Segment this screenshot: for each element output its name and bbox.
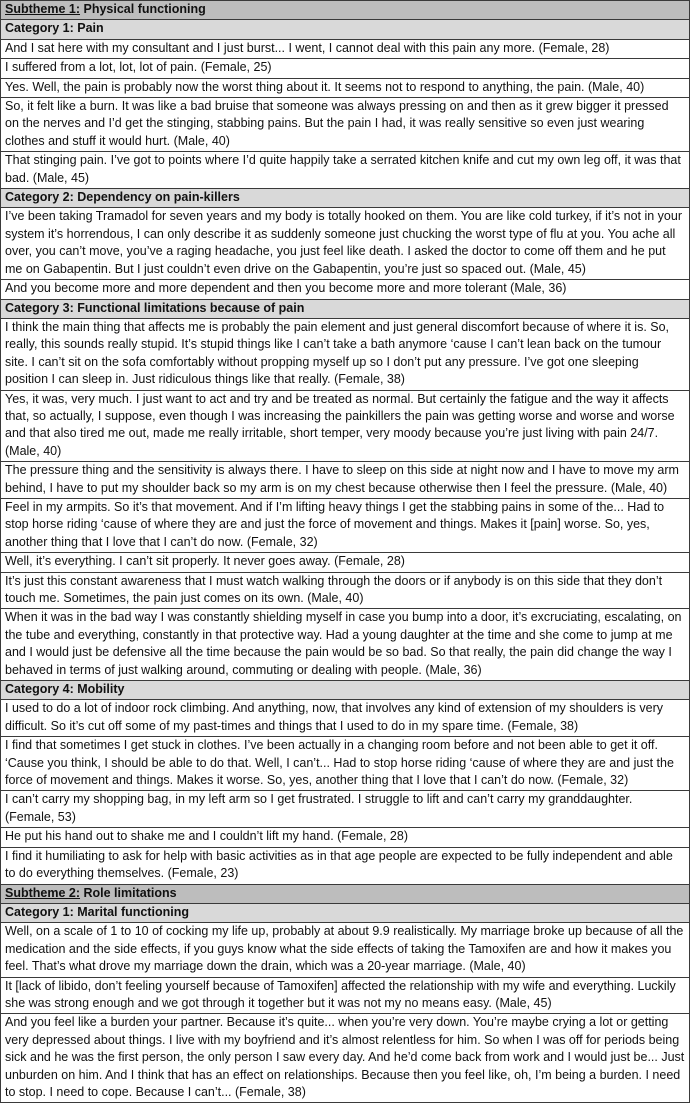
- subtheme-title: Physical functioning: [83, 2, 206, 16]
- quote-row: [1, 1014, 690, 1103]
- quote-row: [1, 700, 690, 737]
- quote-row-cell: [1, 318, 690, 390]
- quote-row: [1, 98, 690, 152]
- quote-text: I’ve been taking Tramadol for seven years and my body is totally hooked on them. You are like cold turkey, if it’s not in your system it’s horrendous, I can only describe it as suddenly someone just chucking the worst type of flu at you. You ache all over, you can’t move, you’ve a raging headache, you just feel like death. I asked the doctor to come off them and he put me on Gabapentin. But I just couldn’t even drive on the Gabapentin, you’re just so spaced out. (Male, 45): [5, 209, 682, 276]
- quote-text: He put his hand out to shake me and I couldn’t lift my hand. (Female, 28): [5, 829, 408, 844]
- quote-row: [1, 390, 690, 462]
- category-title: Category 3: Functional limitations because of pain: [5, 300, 305, 315]
- quote-row-cell: [1, 1014, 690, 1103]
- table-body: [1, 1, 690, 1103]
- quote-row: [1, 923, 690, 977]
- quote-row-cell: [1, 462, 690, 499]
- quote-text: Yes. Well, the pain is probably now the worst thing about it. It seems not to respond to anything, the pain. (Male, 40): [5, 79, 645, 94]
- quote-text: And you feel like a burden your partner. Because it’s quite... when you’re very down. You’re maybe crying a lot or getting very depressed about things. I live with my boyfriend and it’s almost relentless for him. So when I was off for periods being sick and he was the first person, the only person I saw every day. And he’d come back from work and I would just be... Just unburden on him. And I think that has an effect on relationships. Because then you feel like, oh, I’m being a burden. I need to stop. I need to cope. Because I can’t... (Female, 38): [5, 1015, 685, 1099]
- quote-row: [1, 152, 690, 189]
- quote-row-cell: [1, 553, 690, 572]
- category-row-cell: [1, 903, 690, 922]
- quote-row: [1, 737, 690, 791]
- quote-row: [1, 572, 690, 609]
- subtheme-row-cell: [1, 1, 690, 20]
- quote-row-cell: [1, 152, 690, 189]
- category-title: Category 1: Pain: [5, 21, 104, 36]
- quote-row-cell: [1, 59, 690, 78]
- quote-row-cell: [1, 847, 690, 884]
- quote-text: I suffered from a lot, lot, lot of pain. (Female, 25): [5, 60, 272, 75]
- category-title: Category 1: Marital functioning: [5, 904, 190, 919]
- subtheme-row-cell: [1, 884, 690, 903]
- quote-row: [1, 318, 690, 390]
- quote-row: [1, 59, 690, 78]
- quote-text: I can’t carry my shopping bag, in my left arm so I get frustrated. I struggle to lift and can’t carry my granddaughter. (Female, 53): [5, 792, 633, 824]
- quote-row-cell: [1, 609, 690, 681]
- quote-text: Feel in my armpits. So it’s that movement. And if I’m lifting heavy things I get the stabbing pains in some of the... Had to stop horse riding ‘cause of where they are and just the force of movement and things. Makes it [pain] worse. So, yes, another thing that I love that I can’t do now. (Female, 32): [5, 499, 665, 549]
- category-row: [1, 299, 690, 318]
- quote-row-cell: [1, 923, 690, 977]
- subtheme-title: Role limitations: [83, 885, 177, 900]
- quote-row: [1, 828, 690, 847]
- quote-text: And I sat here with my consultant and I just burst... I went, I cannot deal with this pain any more. (Female, 28): [5, 40, 610, 55]
- quote-row-cell: [1, 791, 690, 828]
- quote-row-cell: [1, 828, 690, 847]
- quote-text: That stinging pain. I’ve got to points where I’d quite happily take a serrated kitchen knife and cut my own leg off, it was that bad. (Male, 45): [5, 153, 681, 185]
- quote-row: [1, 208, 690, 280]
- category-row: [1, 189, 690, 208]
- category-row-cell: [1, 189, 690, 208]
- quote-text: It’s just this constant awareness that I must watch walking through the doors or if anybody is on this side that they don’t touch me. Sometimes, the pain just comes on its own. (Male, 40): [5, 573, 663, 605]
- quote-text: Yes, it was, very much. I just want to act and try and be treated as normal. But certainly the fatigue and the way it affects that, so actually, I suppose, even though I was increasing the painkillers the pain was getting worse and worse and worse and that also tired me out, made me really irritable, short temper, very moody because you’re just living with pain 24/7. (Male, 40): [5, 391, 675, 458]
- quote-text: It [lack of libido, don’t feeling yourself because of Tamoxifen] affected the relationship with my wife and everything. Luckily she was strong enough and we got through it together but it was not my no means easy. (Male, 45): [5, 978, 676, 1010]
- quote-row: [1, 977, 690, 1014]
- quote-text: I think the main thing that affects me is probably the pain element and just general discomfort because of where it is. So, really, this sounds really stupid. It’s stupid things like I can’t take a bath anymore ‘cause I can’t lean back on the tumour site. I can’t sit on the sofa comfortably without propping myself up so I don’t put any pressure. I’ve got one sleeping position I can sleep in. Just ridiculous things like that really. (Female, 38): [5, 319, 670, 387]
- quote-text: So, it felt like a burn. It was like a bad bruise that someone was always pressing on and then as it grew bigger it pressed on the nerves and I’d get the stinging, stabbing pains. But the pain I had, it was really sensitive so even just wearing clothes and stuff it would hurt. (Male, 40): [5, 99, 669, 148]
- quote-row-cell: [1, 498, 690, 552]
- quote-text: Well, on a scale of 1 to 10 of cocking my life up, probably at about 9.9 realistically. My marriage broke up because of all the medication and the side effects, if you guys know what the side effects of taking the Tamoxifen are and how it makes you feel. That’s what drove my marriage down the drain, which was a 20-year marriage. (Male, 40): [5, 924, 684, 974]
- category-row: [1, 681, 690, 700]
- quote-text: When it was in the bad way I was constantly shielding myself in case you bump into a door, it’s excruciating, escalating, on the tube and everything, constantly in that protective way. Had a young daughter at the time and she come to jump at me and I would just be defensive all the time because the pain would be so bad. So that really, the pain did change the way I behaved in terms of just walking around, commuting or dealing with people. (Male, 36): [5, 610, 682, 677]
- quote-row-cell: [1, 280, 690, 299]
- quote-row: [1, 847, 690, 884]
- category-title: Category 4: Mobility: [5, 682, 125, 697]
- quote-row: [1, 609, 690, 681]
- category-row-cell: [1, 20, 690, 39]
- quote-row-cell: [1, 977, 690, 1014]
- quote-text: I find it humiliating to ask for help with basic activities as in that age people are expected to be fully independent and able to do everything themselves. (Female, 23): [5, 848, 673, 881]
- category-title: Category 2: Dependency on pain-killers: [5, 190, 240, 205]
- quote-row: [1, 39, 690, 58]
- quote-row: [1, 553, 690, 572]
- quote-row-cell: [1, 737, 690, 791]
- category-row: [1, 20, 690, 39]
- quote-row-cell: [1, 572, 690, 609]
- quote-row-cell: [1, 208, 690, 280]
- subtheme-prefix: Subtheme 2:: [5, 885, 81, 900]
- quote-row-cell: [1, 39, 690, 58]
- quote-text: Well, it’s everything. I can’t sit properly. It never goes away. (Female, 28): [5, 554, 405, 569]
- quote-text: And you become more and more dependent and then you become more and more tolerant (Male, 36): [5, 281, 567, 296]
- quote-row-cell: [1, 700, 690, 737]
- category-row-cell: [1, 681, 690, 700]
- quote-row-cell: [1, 78, 690, 97]
- subtheme-row: [1, 884, 690, 903]
- quote-row: [1, 280, 690, 299]
- quote-row-cell: [1, 390, 690, 462]
- quote-row: [1, 462, 690, 499]
- category-row: [1, 903, 690, 922]
- quote-text: I used to do a lot of indoor rock climbing. And anything, now, that involves any kind of extension of my shoulders is very difficult. So it’s cut off some of my past-times and things that I used to do in my spare time. (Female, 38): [5, 701, 664, 733]
- category-row-cell: [1, 299, 690, 318]
- subtheme-prefix: Subtheme 1:: [5, 2, 81, 16]
- quote-text: I find that sometimes I get stuck in clothes. I’ve been actually in a changing room before and not been able to get it off. ‘Cause you think, I should be able to do that. Well, I can’t... Had to stop horse riding ‘cause of where they are and just the force of movement and things. Makes it worse. So, yes, another thing that I love that I can’t do now. (Female, 32): [5, 738, 674, 788]
- quote-row: [1, 78, 690, 97]
- subtheme-row: [1, 1, 690, 20]
- quote-row: [1, 498, 690, 552]
- quote-row-cell: [1, 98, 690, 152]
- quote-text: The pressure thing and the sensitivity is always there. I have to sleep on this side at night now and I have to move my arm behind, I have to put my shoulder back so my arm is on my chest because otherwise then I feel the pressure. (Male, 40): [5, 463, 679, 495]
- quote-row: [1, 791, 690, 828]
